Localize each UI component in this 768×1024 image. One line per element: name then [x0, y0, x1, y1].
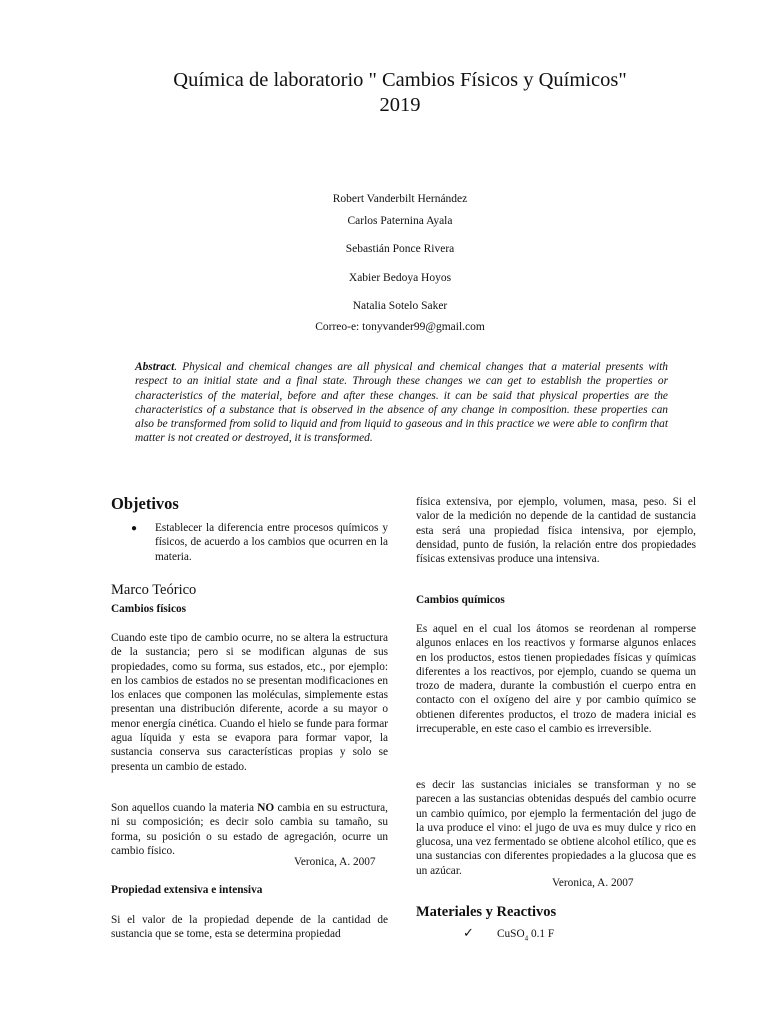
reference-1: Veronica, A. 2007: [294, 856, 376, 868]
marco-teorico-heading: Marco Teórico: [111, 582, 197, 598]
p2-before: Son aquellos cuando la materia: [111, 802, 258, 814]
title-line-1: Química de laboratorio " Cambios Físicos y Químicos": [173, 69, 627, 91]
material-formula: CuSO: [497, 928, 525, 940]
propiedad-paragraph: Si el valor de la propiedad depende de la cantidad de sustancia que se tome, esta se determina propiedad: [111, 914, 388, 941]
cambios-quimicos-paragraph-2: es decir las sustancias iniciales se transforman y no se parecen a las sustancias obtenidas después del cambio ocurre un cambio químico, por ejemplo la fermentación del jugo de la uva produce el vino: el jugo de uva es muy dulce y rico en glucosa, una vez fermentado se obtiene alcohol etílico, que es una sustancias con diferentes propiedades a la glucosa que es un azúcar.: [416, 779, 696, 877]
material-subscript: 4: [524, 934, 529, 943]
reference-2: Veronica, A. 2007: [552, 877, 634, 889]
author-1: Robert Vanderbilt Hernández: [332, 193, 468, 205]
abstract: [135, 360, 668, 446]
material-item-1: [497, 928, 554, 942]
title-line-2: 2019: [379, 94, 421, 116]
abstract-text: . Physical and chemical changes are all physical and chemical changes that a material presents with respect to an initial state and a final state. Through these changes we can get to establish the properties or characteristics of the material, before and after these changes. it can be said that physical properties are the characteristics of a substance that is observed in the absence of any change in composition. these properties can also be transformed from solid to liquid and from liquid to gaseous and in this practice we were able to confirm that matter is not created or destroyed, it is transformed.: [135, 361, 668, 445]
propiedad-paragraph-continued: física extensiva, por ejemplo, volumen, masa, peso. Si el valor de la medición no depende de la cantidad de sustancia esta será una propiedad física intensiva, por ejemplo, densidad, punto de fusión, la relación entre dos propiedades físicas extensivas produce una intensiva.: [416, 496, 696, 566]
cambios-quimicos-paragraph-1: Es aquel en el cual los átomos se reordenan al romperse algunos enlaces en los reactivos y formarse algunos enlaces en los productos, estos tienen propiedades físicas y químicas diferentes a los reactivos, por ejemplo, cuando se quema un trozo de madera, durante la combustión el cuerpo entra en contacto con el oxígeno del aire y por cambio químico se obtienen diferentes productos, el trozo de madera inicial es irrecuperable, en este caso el cambio es irreversible.: [416, 623, 696, 736]
author-email: Correo-e: tonyvander99@gmail.com: [315, 321, 485, 333]
material-concentration: 0.1 F: [528, 928, 555, 940]
materiales-heading: Materiales y Reactivos: [416, 904, 557, 920]
cambios-quimicos-heading: Cambios químicos: [416, 594, 505, 606]
author-5: Natalia Sotelo Saker: [352, 300, 448, 312]
objetivos-heading: Objetivos: [111, 494, 179, 513]
checkmark-icon: ✓: [463, 925, 474, 940]
cambios-fisicos-heading: Cambios físicos: [111, 603, 187, 615]
cambios-fisicos-paragraph-2: [111, 801, 388, 858]
author-4: Xabier Bedoya Hoyos: [348, 272, 452, 284]
abstract-label: Abstract: [135, 361, 175, 373]
bullet-icon: ●: [131, 523, 138, 534]
author-3: Sebastián Ponce Rivera: [345, 243, 455, 255]
paper-title: [100, 68, 700, 118]
objetivo-item: Establecer la diferencia entre procesos químicos y físicos, de acuerdo a los cambios que ocurren en la materia.: [155, 522, 388, 563]
author-2: Carlos Paternina Ayala: [347, 215, 453, 227]
cambios-fisicos-paragraph-1: Cuando este tipo de cambio ocurre, no se altera la estructura de la sustancia; pero si se modifican algunas de sus propiedades, como su forma, sus estados, etc., por ejemplo: en los cambios de estados no se presentan modificaciones en los enlaces que componen las moléculas, simplemente estas presentan una distribución diferente, acorde a su mayor o menor energía cinética. Cuando el hielo se funde para formar agua líquida y esta se evapora para formar vapor, la sustancia conserva sus características propias y solo se presenta un cambio de estado.: [111, 632, 388, 773]
p2-bold-no: NO: [257, 802, 275, 814]
p2-after: cambia en su estructura, ni su composición; es decir solo cambia su tamaño, su forma, su posición o su estado de agregación, ocurre un cambio físico.: [111, 802, 388, 857]
propiedad-heading: Propiedad extensiva e intensiva: [111, 884, 263, 896]
